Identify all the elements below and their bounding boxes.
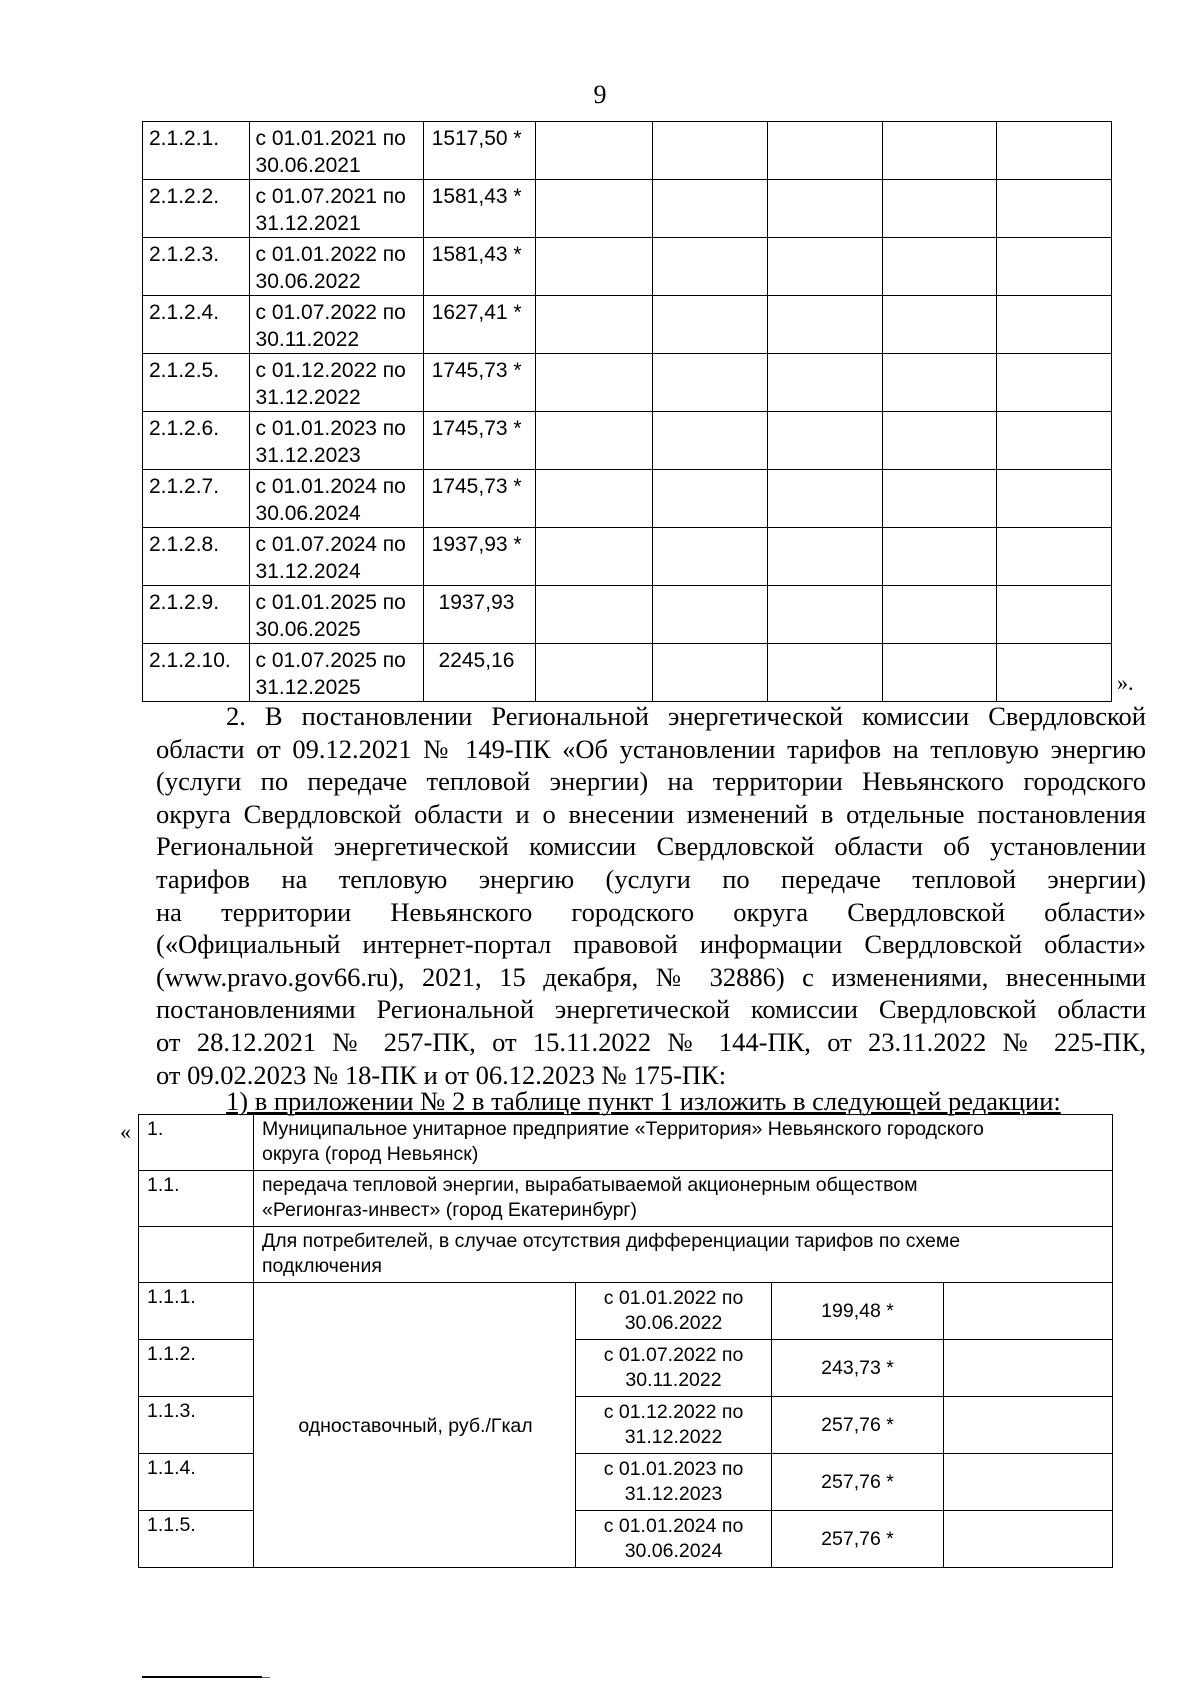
empty-cell: [767, 122, 882, 180]
row-number: 2.1.2.5.: [143, 354, 250, 412]
period-cell: с 01.07.2025 по 31.12.2025: [249, 644, 423, 702]
amendment-paragraph: [156, 700, 1146, 1091]
empty-cell: [653, 354, 768, 412]
tariff-value: 257,76 *: [772, 1454, 944, 1511]
footnote-divider-tail: [262, 1677, 270, 1678]
table-row: [143, 644, 1112, 702]
empty-cell: [882, 180, 997, 238]
empty-cell: [536, 528, 653, 586]
row-number: 1.1.3.: [139, 1397, 254, 1454]
tariff-value: 1517,50 *: [423, 122, 536, 180]
table-row: [139, 1283, 1113, 1340]
row-number: 2.1.2.1.: [143, 122, 250, 180]
empty-cell: [882, 586, 997, 644]
tariff-value: 1627,41 *: [423, 296, 536, 354]
service-description: передача тепловой энергии, вырабатываемой акционерным обществом «Регионгаз-инвест» (город Екатеринбург): [254, 1171, 1113, 1227]
empty-cell: [767, 586, 882, 644]
period-cell: с 01.01.2021 по 30.06.2021: [249, 122, 423, 180]
tariff-value: 1581,43 *: [423, 238, 536, 296]
period-cell: с 01.01.2025 по 30.06.2025: [249, 586, 423, 644]
empty-cell: [997, 296, 1112, 354]
empty-cell: [944, 1340, 1113, 1397]
empty-cell: [767, 238, 882, 296]
empty-cell: [997, 354, 1112, 412]
empty-cell: [944, 1397, 1113, 1454]
empty-cell: [944, 1511, 1113, 1568]
empty-cell: [767, 644, 882, 702]
tariff-value: 1937,93: [423, 586, 536, 644]
tariff-value: 2245,16: [423, 644, 536, 702]
empty-cell: [536, 470, 653, 528]
table-row: [143, 470, 1112, 528]
empty-cell: [653, 296, 768, 354]
table-row: [143, 122, 1112, 180]
tariff-value: 243,73 *: [772, 1340, 944, 1397]
footnote-divider: [142, 1676, 262, 1678]
empty-cell: [536, 180, 653, 238]
empty-cell: [536, 354, 653, 412]
row-number: 2.1.2.6.: [143, 412, 250, 470]
table-row: [143, 354, 1112, 412]
empty-cell: [767, 180, 882, 238]
period-cell: с 01.07.2021 по 31.12.2021: [249, 180, 423, 238]
period-cell: с 01.01.2024 по 30.06.2024: [249, 470, 423, 528]
period-cell: с 01.01.2022 по 30.06.2022: [249, 238, 423, 296]
paragraph-line: («Официальный интернет-портал правовой информации Свердловской области»: [156, 929, 1146, 960]
empty-cell: [139, 1227, 254, 1283]
empty-cell: [767, 296, 882, 354]
empty-cell: [997, 470, 1112, 528]
empty-cell: [997, 528, 1112, 586]
empty-cell: [882, 470, 997, 528]
period-cell: с 01.01.2024 по 30.06.2024: [576, 1511, 772, 1568]
row-number: 1.1.: [139, 1171, 254, 1227]
empty-cell: [882, 412, 997, 470]
table-row: [143, 238, 1112, 296]
row-number: 2.1.2.3.: [143, 238, 250, 296]
empty-cell: [767, 412, 882, 470]
empty-cell: [536, 238, 653, 296]
period-cell: с 01.07.2024 по 31.12.2024: [249, 528, 423, 586]
table-row: [143, 586, 1112, 644]
paragraph-line: тарифов на тепловую энергию (услуги по передаче тепловой энергии): [156, 863, 1146, 894]
empty-cell: [767, 528, 882, 586]
empty-cell: [997, 122, 1112, 180]
page-number: 9: [593, 80, 607, 109]
table-row: [139, 1115, 1113, 1171]
paragraph-line: области от 09.12.2021 № 149-ПК «Об установлении тарифов на тепловую энергию: [156, 733, 1146, 764]
empty-cell: [536, 296, 653, 354]
row-number: 2.1.2.10.: [143, 644, 250, 702]
tariff-value: 1745,73 *: [423, 412, 536, 470]
table-row: [139, 1227, 1113, 1283]
empty-cell: [944, 1454, 1113, 1511]
organization-name: Муниципальное унитарное предприятие «Территория» Невьянского городского округа (город Невьянск): [254, 1115, 1113, 1171]
tariff-value: 1937,93 *: [423, 528, 536, 586]
tariff-value: 199,48 *: [772, 1283, 944, 1340]
opening-quote-mark: «: [120, 1119, 131, 1144]
empty-cell: [536, 644, 653, 702]
row-number: 1.1.4.: [139, 1454, 254, 1511]
tariff-value: 257,76 *: [772, 1511, 944, 1568]
period-cell: с 01.07.2022 по 30.11.2022: [249, 296, 423, 354]
paragraph-line: 2. В постановлении Региональной энергетической комиссии Свердловской: [226, 701, 1146, 731]
paragraph-line: от 28.12.2021 № 257-ПК, от 15.11.2022 № 144-ПК, от 23.11.2022 № 225-ПК,: [156, 1026, 1146, 1057]
row-number: 1.1.2.: [139, 1340, 254, 1397]
period-cell: с 01.01.2023 по 31.12.2023: [576, 1454, 772, 1511]
tariff-value: 1581,43 *: [423, 180, 536, 238]
empty-cell: [536, 586, 653, 644]
empty-cell: [653, 122, 768, 180]
empty-cell: [882, 122, 997, 180]
table-row: [143, 412, 1112, 470]
empty-cell: [882, 296, 997, 354]
row-number: 2.1.2.7.: [143, 470, 250, 528]
empty-cell: [882, 354, 997, 412]
empty-cell: [653, 528, 768, 586]
table-row: [143, 528, 1112, 586]
empty-cell: [882, 238, 997, 296]
tariff-value: 257,76 *: [772, 1397, 944, 1454]
table-row: [143, 296, 1112, 354]
empty-cell: [653, 470, 768, 528]
empty-cell: [944, 1283, 1113, 1340]
row-number: 1.: [139, 1115, 254, 1171]
empty-cell: [997, 586, 1112, 644]
table-row: [139, 1171, 1113, 1227]
empty-cell: [653, 238, 768, 296]
tariff-value: 1745,73 *: [423, 470, 536, 528]
empty-cell: [997, 180, 1112, 238]
paragraph-line: (www.pravo.gov66.ru), 2021, 15 декабря, № 32886) с изменениями, внесенными: [156, 961, 1146, 992]
empty-cell: [653, 644, 768, 702]
empty-cell: [882, 644, 997, 702]
paragraph-line: округа Свердловской области и о внесении изменений в отдельные постановления: [156, 798, 1146, 829]
tariff-type: одноставочный, руб./Гкал: [254, 1283, 576, 1568]
empty-cell: [767, 470, 882, 528]
period-cell: с 01.12.2022 по 31.12.2022: [576, 1397, 772, 1454]
tariff-table-continuation: [142, 121, 1112, 702]
row-number: 2.1.2.8.: [143, 528, 250, 586]
row-number: 2.1.2.4.: [143, 296, 250, 354]
row-number: 1.1.1.: [139, 1283, 254, 1340]
paragraph-line: на территории Невьянского городского округа Свердловской области»: [156, 896, 1146, 927]
empty-cell: [997, 644, 1112, 702]
empty-cell: [997, 238, 1112, 296]
row-number: 2.1.2.9.: [143, 586, 250, 644]
period-cell: с 01.01.2023 по 31.12.2023: [249, 412, 423, 470]
tariff-table-new-edition: [138, 1114, 1113, 1568]
row-number: 2.1.2.2.: [143, 180, 250, 238]
empty-cell: [997, 412, 1112, 470]
consumer-category: Для потребителей, в случае отсутствия дифференциации тарифов по схеме подключения: [254, 1227, 1113, 1283]
empty-cell: [767, 354, 882, 412]
empty-cell: [653, 412, 768, 470]
empty-cell: [882, 528, 997, 586]
period-cell: с 01.12.2022 по 31.12.2022: [249, 354, 423, 412]
paragraph-line: от 09.02.2023 № 18-ПК и от 06.12.2023 № 175-ПК:: [156, 1059, 727, 1090]
empty-cell: [653, 180, 768, 238]
table-row: [143, 180, 1112, 238]
period-cell: с 01.07.2022 по 30.11.2022: [576, 1340, 772, 1397]
row-number: 1.1.5.: [139, 1511, 254, 1568]
period-cell: с 01.01.2022 по 30.06.2022: [576, 1283, 772, 1340]
closing-quote-mark: ».: [1117, 670, 1134, 695]
paragraph-line: (услуги по передаче тепловой энергии) на территории Невьянского городского: [156, 766, 1146, 797]
paragraph-line: Региональной энергетической комиссии Свердловской области об установлении: [156, 831, 1146, 862]
sub-item-instruction: 1) в приложении № 2 в таблице пункт 1 изложить в следующей редакции:: [226, 1086, 1061, 1116]
empty-cell: [536, 412, 653, 470]
empty-cell: [653, 586, 768, 644]
empty-cell: [536, 122, 653, 180]
paragraph-line: постановлениями Региональной энергетической комиссии Свердловской области: [156, 994, 1146, 1025]
tariff-value: 1745,73 *: [423, 354, 536, 412]
